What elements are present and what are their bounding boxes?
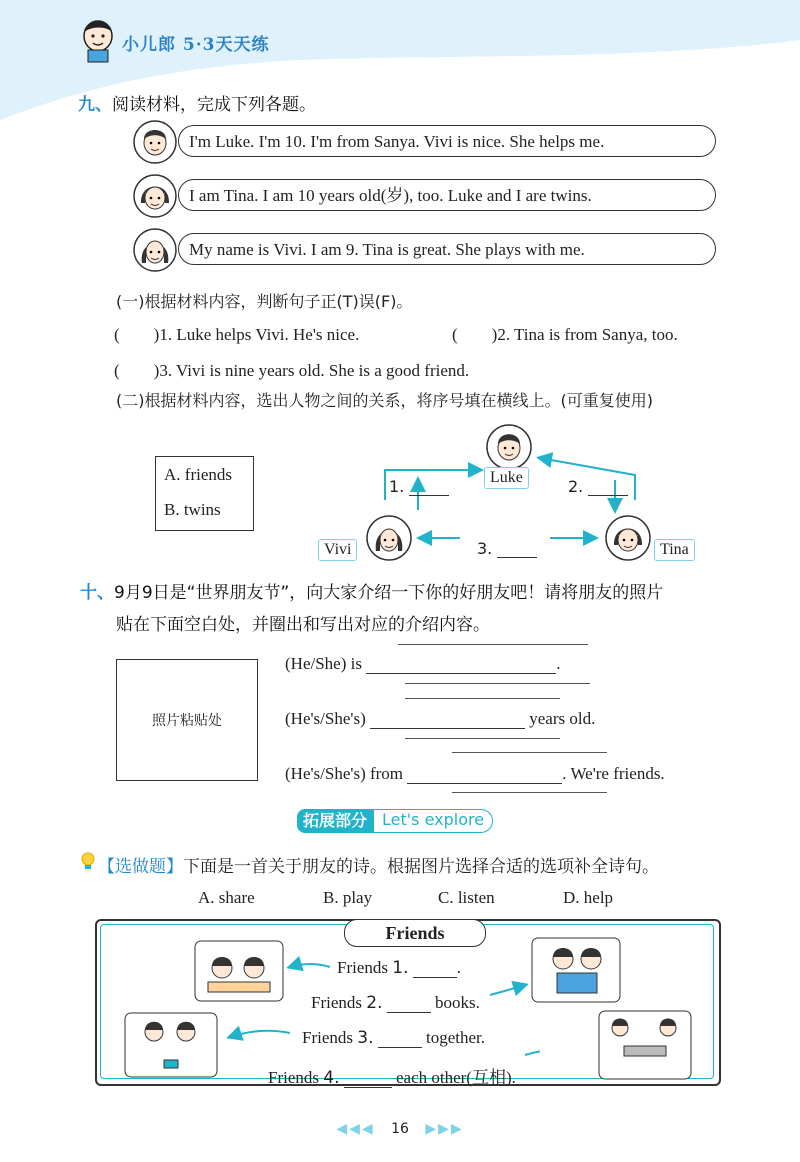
- writing-line[interactable]: [405, 738, 560, 739]
- lightbulb-icon: [78, 850, 98, 872]
- poem-blank-1[interactable]: [413, 963, 457, 978]
- blank-1-number: 1.: [389, 477, 405, 496]
- intro-line-2-suffix: years old.: [529, 709, 596, 728]
- tf-question-3: ( )3. Vivi is nine years old. She is a good friend.: [114, 361, 470, 380]
- explore-banner: [297, 809, 493, 833]
- luke-avatar-icon: [132, 119, 178, 165]
- section-10-title-line1: 9月9日是“世界朋友节”，向大家介绍一下你的好朋友吧！请将朋友的照片: [114, 583, 664, 603]
- intro-line-1-prefix: (He/She) is: [285, 654, 362, 673]
- poem-line-3-post: together.: [425, 1028, 485, 1047]
- intro-line-3-prefix: (He's/She's) from: [285, 764, 404, 783]
- luke-diagram-icon: [485, 423, 533, 471]
- blank-2-number: 2.: [568, 477, 584, 496]
- section-10-number: 十、: [80, 583, 114, 603]
- optional-title: 下面是一首关于朋友的诗。根据图片选择合适的选项补全诗句。: [183, 857, 659, 877]
- page-number: 16: [391, 1121, 409, 1137]
- writing-line[interactable]: [405, 683, 590, 684]
- poem-title: Friends: [344, 919, 486, 947]
- poem-line-1-pre: Friends: [337, 958, 388, 977]
- poem-line-4-post: each other(互相).: [395, 1068, 516, 1087]
- intro-line-3: [285, 764, 665, 784]
- section-10-heading: [80, 577, 663, 641]
- writing-line[interactable]: [452, 792, 607, 793]
- boy-mascot-icon: [78, 16, 118, 64]
- poem-line-4-num: 4.: [323, 1068, 340, 1088]
- tina-diagram-icon: [604, 514, 652, 562]
- poem-line-2: [311, 993, 480, 1013]
- section-9-heading: [78, 90, 316, 115]
- kids-sharing-books-icon: [531, 937, 621, 1003]
- intro-line-3-suffix: . We're friends.: [562, 764, 665, 783]
- photo-paste-area[interactable]: [116, 659, 258, 781]
- intro-line-1: [285, 654, 560, 674]
- right-arrows-icon: ▶▶▶: [425, 1121, 464, 1137]
- relation-blank-3: [477, 539, 537, 558]
- tina-label: Tina: [654, 539, 695, 561]
- tf-question-1: ( )1. Luke helps Vivi. He's nice.: [114, 325, 360, 344]
- poem-line-1: [337, 958, 461, 978]
- intro-line-2-blank[interactable]: [370, 714, 525, 729]
- intro-line-3-blank[interactable]: [407, 769, 562, 784]
- poem-blank-2[interactable]: [387, 998, 431, 1013]
- page-footer: [0, 1121, 800, 1137]
- intro-line-1-blank[interactable]: [366, 659, 556, 674]
- writing-line[interactable]: [405, 698, 560, 699]
- vivi-label: Vivi: [318, 539, 357, 561]
- luke-speech-bubble: I'm Luke. I'm 10. I'm from Sanya. Vivi is nice. She helps me.: [178, 125, 716, 157]
- option-b: B. twins: [164, 500, 221, 519]
- part1-instruction: (一)根据材料内容，判断句子正(T)误(F)。: [116, 292, 413, 311]
- tina-speech-bubble: I am Tina. I am 10 years old(岁), too. Luke and I are twins.: [178, 179, 716, 211]
- poem-line-4: [268, 1063, 516, 1088]
- section-number: 九、: [78, 95, 112, 115]
- poem-line-3-pre: Friends: [302, 1028, 353, 1047]
- luke-label: Luke: [484, 467, 529, 489]
- poem-line-2-num: 2.: [366, 993, 383, 1013]
- poem-option-c: C. listen: [438, 888, 495, 907]
- poem-line-3: [302, 1028, 485, 1048]
- poem-line-1-num: 1.: [392, 958, 409, 978]
- blank-3-number: 3.: [477, 539, 493, 558]
- intro-line-1-suffix: .: [556, 654, 561, 673]
- vivi-diagram-icon: [365, 514, 413, 562]
- writing-line[interactable]: [452, 752, 607, 753]
- blank-2-line[interactable]: [588, 481, 628, 496]
- optional-heading: [98, 852, 659, 877]
- part2-instruction: (二)根据材料内容，选出人物之间的关系，将序号填在横线上。(可重复使用): [116, 391, 653, 410]
- poem-option-b: B. play: [323, 888, 373, 907]
- photo-paste-label: 照片粘贴处: [152, 713, 222, 729]
- intro-line-2-prefix: (He's/She's): [285, 709, 366, 728]
- writing-line[interactable]: [398, 644, 588, 645]
- relation-blank-1: [389, 477, 449, 496]
- poem-option-a: A. share: [198, 888, 255, 907]
- optional-tag: 【选做题】: [98, 857, 183, 877]
- brand-logo: 小儿郎 5·3天天练: [122, 35, 270, 55]
- intro-line-2: [285, 709, 595, 729]
- left-arrows-icon: ◀◀◀: [336, 1121, 375, 1137]
- poem-line-1-post: .: [456, 958, 461, 977]
- explore-cn: 拓展部分: [297, 809, 373, 833]
- poem-line-2-post: books.: [434, 993, 480, 1012]
- option-a: A. friends: [164, 465, 232, 484]
- vivi-speech-bubble: My name is Vivi. I am 9. Tina is great. She plays with me.: [178, 233, 716, 265]
- poem-line-3-num: 3.: [357, 1028, 374, 1048]
- kids-helping-icon: [598, 1010, 692, 1080]
- vivi-avatar-icon: [132, 227, 178, 273]
- poem-blank-4[interactable]: [344, 1073, 392, 1088]
- section-title: 阅读材料，完成下列各题。: [112, 95, 316, 115]
- tf-question-2: ( )2. Tina is from Sanya, too.: [452, 325, 678, 344]
- relation-blank-2: [568, 477, 628, 496]
- options-box: [155, 456, 254, 531]
- poem-line-4-pre: Friends: [268, 1068, 319, 1087]
- section-10-title-line2: 贴在下面空白处，并圈出和写出对应的介绍内容。: [116, 615, 490, 635]
- kids-playing-icon: [124, 1012, 218, 1078]
- poem-line-2-pre: Friends: [311, 993, 362, 1012]
- blank-1-line[interactable]: [409, 481, 449, 496]
- explore-en: Let's explore: [373, 809, 493, 833]
- blank-3-line[interactable]: [497, 543, 537, 558]
- poem-option-d: D. help: [563, 888, 614, 907]
- tina-avatar-icon: [132, 173, 178, 219]
- poem-blank-3[interactable]: [378, 1033, 422, 1048]
